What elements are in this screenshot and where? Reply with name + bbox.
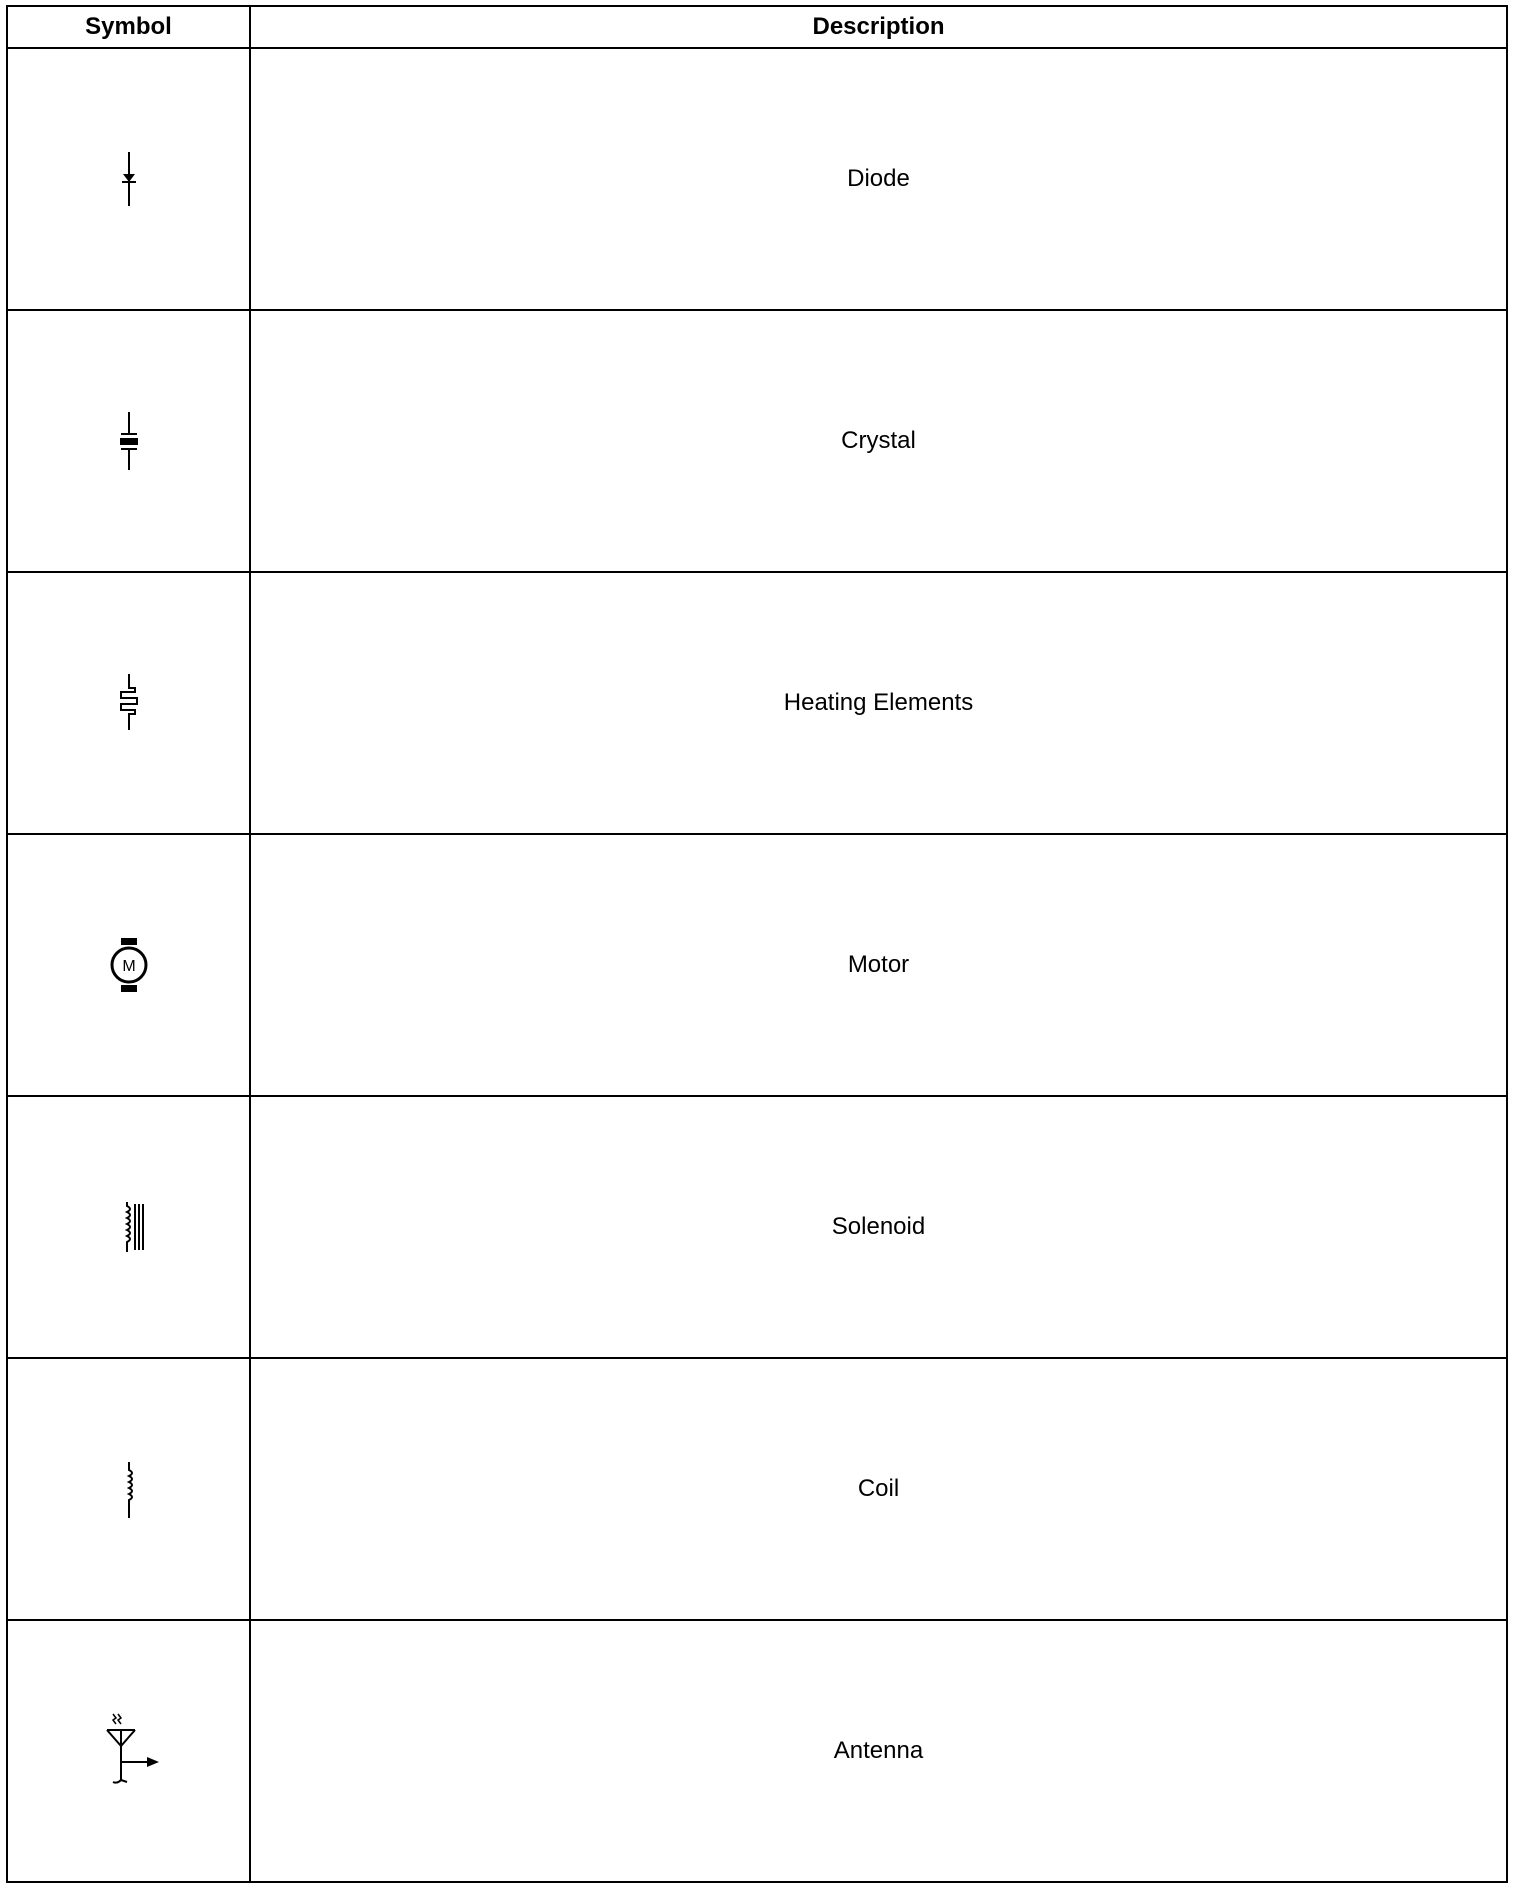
symbol-cell (7, 572, 250, 834)
symbol-cell (7, 1096, 250, 1358)
symbol-table (6, 5, 1508, 1883)
description-text: Crystal (841, 427, 916, 454)
description-cell (250, 834, 1507, 1096)
description-text: Heating Elements (783, 689, 974, 716)
motor-letter: M (121, 958, 136, 975)
table-row (7, 1620, 1507, 1882)
description-cell (250, 1358, 1507, 1620)
coil-icon (99, 1454, 159, 1524)
table-row (7, 834, 1507, 1096)
symbol-cell (7, 48, 250, 310)
heating-element-icon (99, 668, 159, 738)
symbol-cell (7, 310, 250, 572)
table-row (7, 48, 1507, 310)
description-text: Motor (847, 951, 910, 978)
solenoid-icon (99, 1192, 159, 1262)
description-text: Coil (857, 1475, 900, 1502)
description-cell (250, 1620, 1507, 1882)
header-row (7, 6, 1507, 48)
table-row (7, 1096, 1507, 1358)
description-text: Antenna (833, 1737, 924, 1764)
table-row (7, 310, 1507, 572)
antenna-icon (89, 1706, 169, 1796)
table-row (7, 572, 1507, 834)
table-row (7, 1358, 1507, 1620)
symbol-cell (7, 1620, 250, 1882)
crystal-icon (99, 406, 159, 476)
description-column-header: Description (250, 6, 1507, 48)
diode-icon (99, 144, 159, 214)
description-text: Diode (847, 165, 910, 192)
symbol-cell (7, 834, 250, 1096)
description-cell (250, 310, 1507, 572)
description-text: Solenoid (831, 1213, 926, 1240)
motor-icon (99, 930, 159, 1000)
description-cell (250, 1096, 1507, 1358)
description-cell (250, 572, 1507, 834)
symbol-cell (7, 1358, 250, 1620)
symbol-column-header: Symbol (7, 6, 250, 48)
description-cell (250, 48, 1507, 310)
